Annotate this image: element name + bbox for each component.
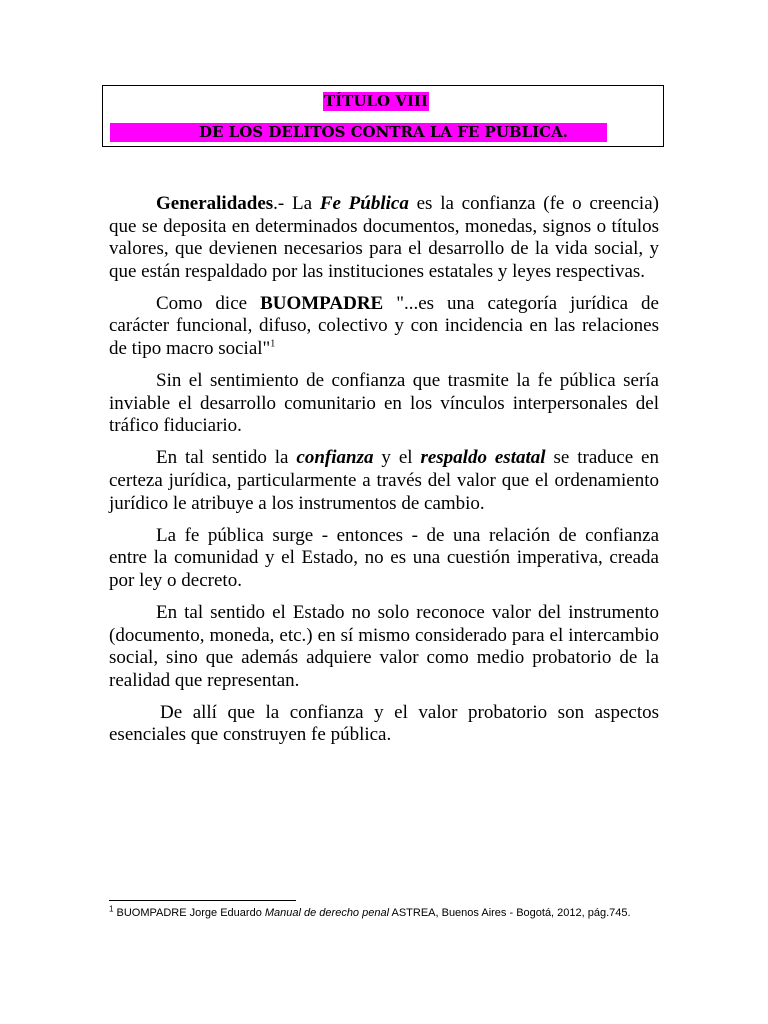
- paragraph-sentimiento: Sin el sentimiento de confianza que trasmite la fe pública sería inviable el desarrollo comunitario en los vínculos interpersonales del tráfico fiduciario.: [109, 370, 659, 437]
- title-subheading: DE LOS DELITOS CONTRA LA FE PUBLICA.: [110, 123, 607, 142]
- paragraph-certeza: [109, 447, 659, 515]
- paragraph-buompadre-quote: [109, 293, 659, 361]
- footnote-number: 1: [109, 904, 114, 914]
- term-generalidades: Generalidades: [156, 193, 274, 214]
- title-box: [102, 85, 664, 147]
- term-confianza: confianza: [296, 447, 374, 469]
- footnote: [109, 906, 669, 920]
- paragraph-estado: En tal sentido el Estado no solo reconoce valor del instrumento (documento, moneda, etc.) en sí mismo considerado para el intercambio social, sino que además adquiere valor como medio probatorio de la realidad que representan.: [109, 602, 659, 691]
- title-heading: TÍTULO VIII: [324, 92, 428, 110]
- paragraph-text: Como dice: [156, 292, 261, 314]
- document-body: [109, 193, 659, 757]
- footnote-reference: 1: [270, 338, 276, 350]
- paragraph-text: En tal sentido la: [156, 447, 297, 469]
- paragraph-text: se traduce en certeza jurídica, particularmente a través del valor que el ordenamiento jurídico le atribuye a los instrumentos de cambio.: [109, 447, 659, 514]
- paragraph-conclusion: De allí que la confianza y el valor probatorio son aspectos esenciales que construyen fe pública.: [109, 701, 659, 746]
- footnote-publisher: ASTREA, Buenos Aires - Bogotá, 2012, pág.745.: [389, 907, 631, 919]
- footnote-book-title: Manual de derecho penal: [264, 907, 390, 919]
- paragraph-relacion: La fe pública surge - entonces - de una relación de confianza entre la comunidad y el Estado, no es una cuestión imperativa, creada por ley o decreto.: [109, 524, 659, 591]
- author-name: BUOMPADRE: [260, 292, 384, 314]
- paragraph-text: y el: [373, 447, 421, 469]
- paragraph-generalidades: [109, 193, 659, 283]
- paragraph-text: es la confianza (fe o creencia) que se deposita en determinados documentos, monedas, signos o títulos valores, que devienen necesarios para el desarrollo de la vida social, y que están respaldado por las instituciones estatales y leyes respectivas.: [109, 193, 659, 282]
- footnote-divider: [109, 900, 296, 901]
- term-fe-publica: Fe Pública: [319, 193, 409, 214]
- paragraph-text: .- La: [273, 193, 320, 214]
- quote-text: "...es una categoría jurídica de carácter funcional, difuso, colectivo y con incidencia en las relaciones de tipo macro social": [109, 292, 659, 360]
- footnote-author: BUOMPADRE Jorge Eduardo: [113, 907, 265, 919]
- term-respaldo-estatal: respaldo estatal: [420, 447, 546, 469]
